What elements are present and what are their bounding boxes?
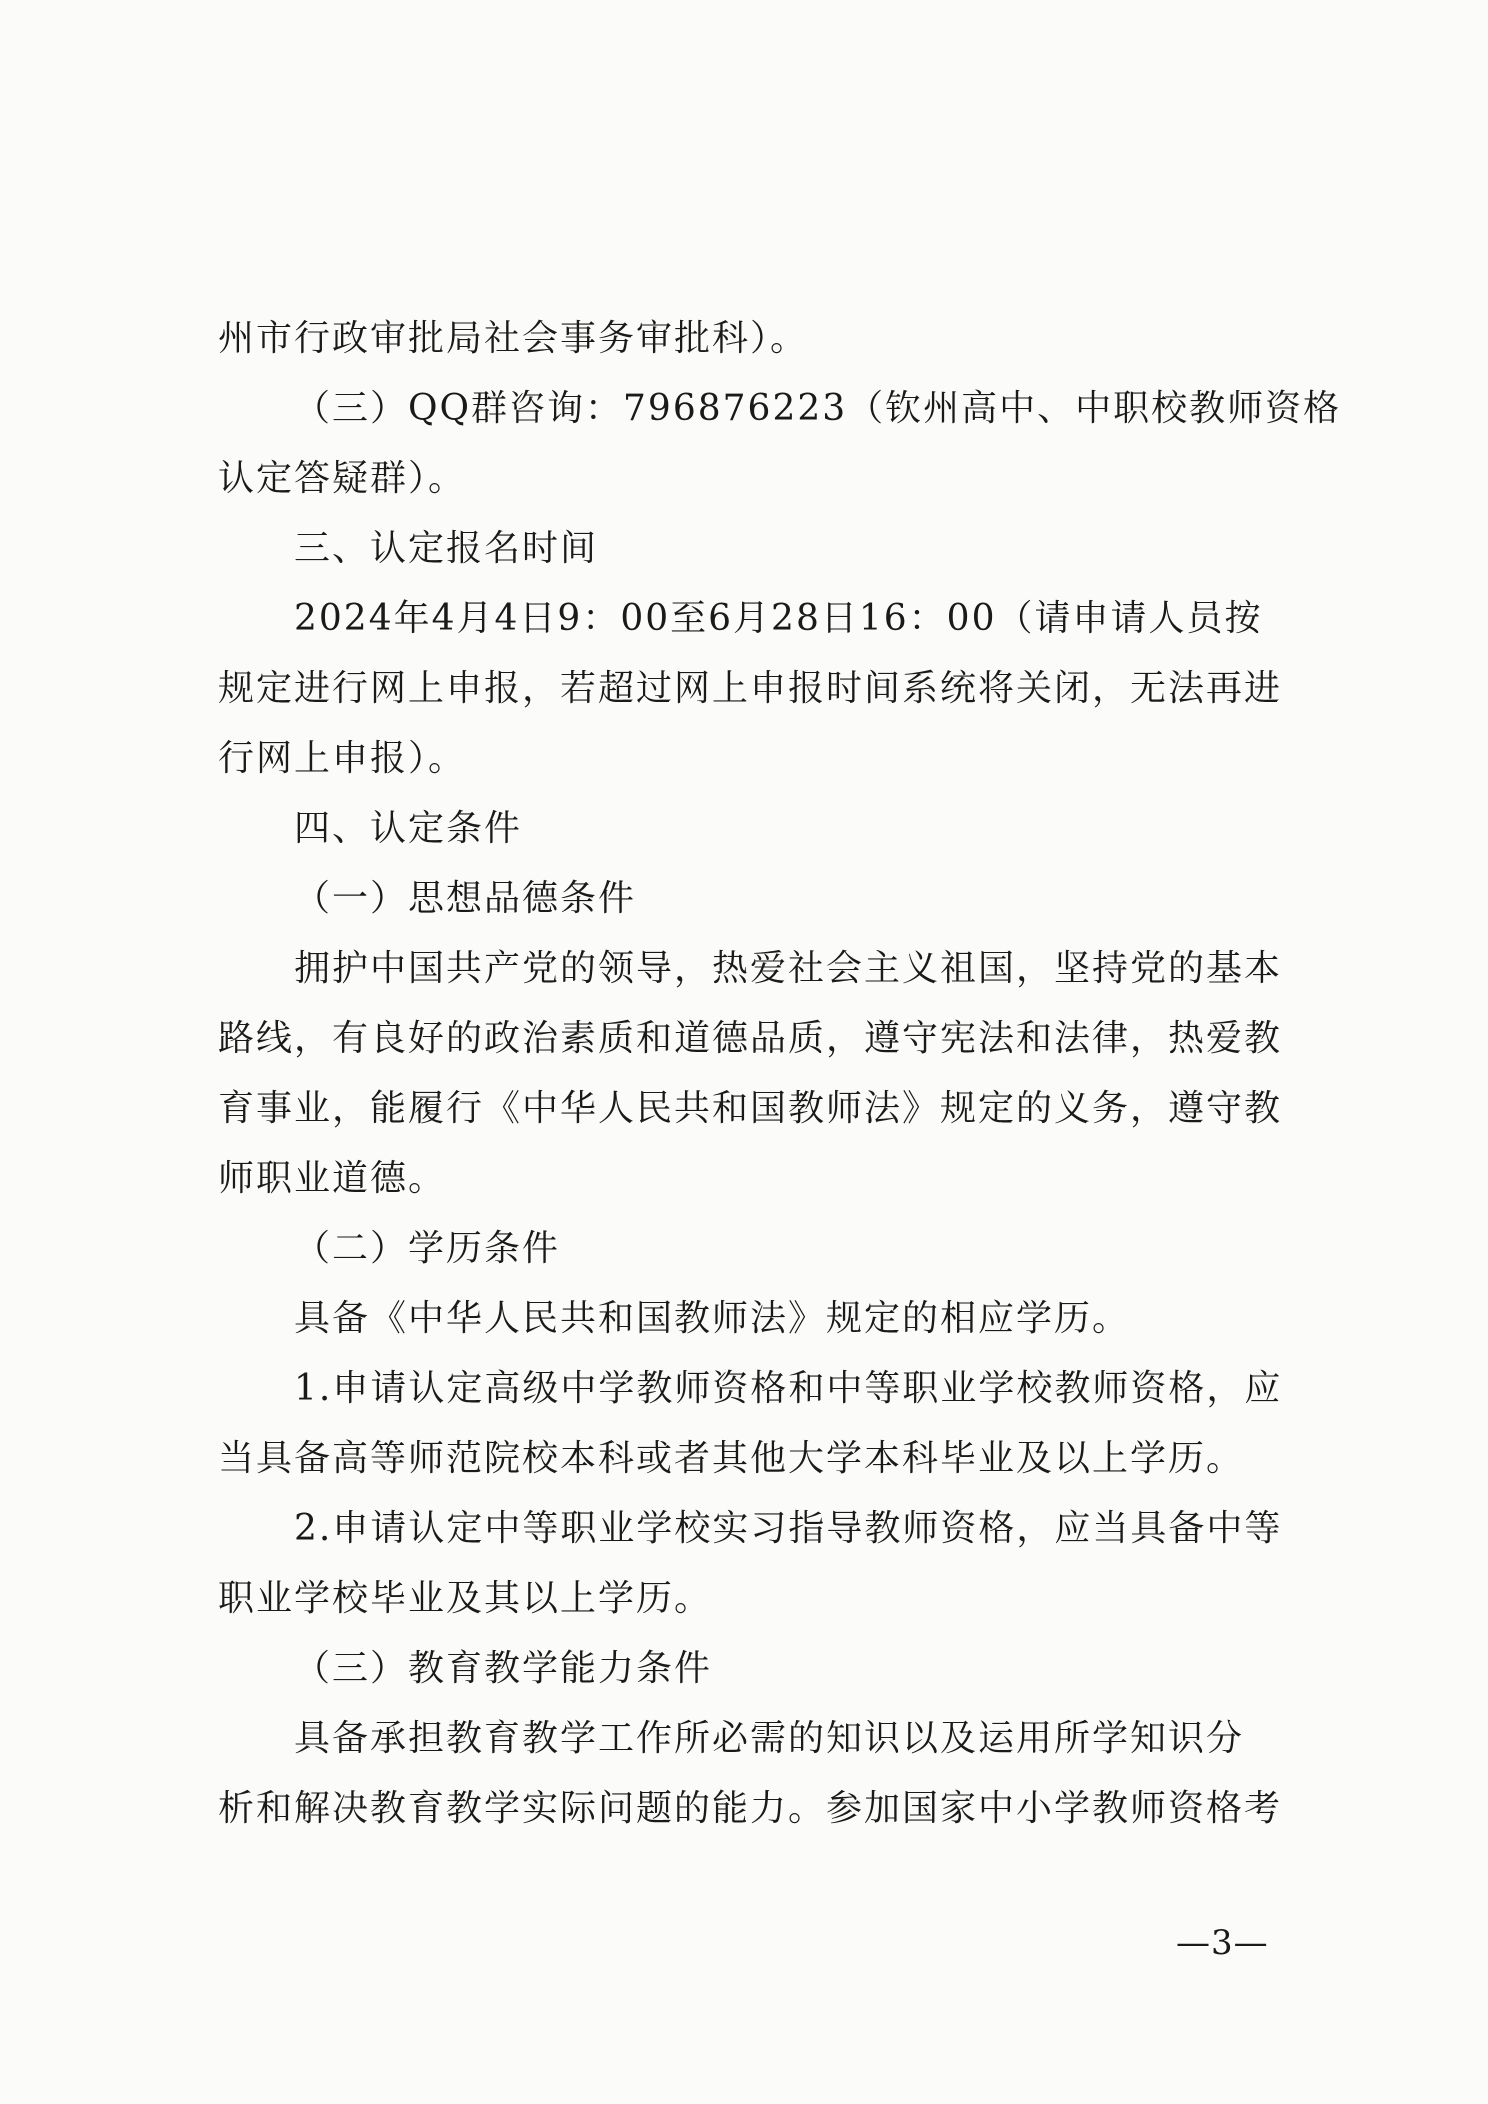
text-line: 职业学校毕业及其以上学历。: [218, 1578, 713, 1619]
section-heading: 四、认定条件: [294, 808, 523, 849]
section-heading: 三、认定报名时间: [294, 528, 599, 569]
text-line: 师职业道德。: [218, 1158, 447, 1199]
page-number: —3—: [1176, 1923, 1269, 1963]
subsection-heading: （三）教育教学能力条件: [294, 1648, 713, 1689]
text-line: 1.申请认定高级中学教师资格和中等职业学校教师资格，应: [294, 1368, 1283, 1409]
text-line: 当具备高等师范院校本科或者其他大学本科毕业及以上学历。: [218, 1438, 1245, 1479]
text-line: 认定答疑群）。: [218, 458, 467, 499]
text-line: 具备承担教育教学工作所必需的知识以及运用所学知识分: [294, 1718, 1245, 1759]
text-line: 2024年4月4日9：00至6月28日16：00（请申请人员按: [294, 598, 1263, 639]
text-line: 规定进行网上申报，若超过网上申报时间系统将关闭，无法再进: [218, 668, 1283, 709]
subsection-heading: （二）学历条件: [294, 1228, 561, 1269]
subsection-heading: （一）思想品德条件: [294, 878, 637, 919]
text-line: 路线，有良好的政治素质和道德品质，遵守宪法和法律，热爱教: [218, 1018, 1283, 1059]
text-line: 析和解决教育教学实际问题的能力。参加国家中小学教师资格考: [218, 1788, 1283, 1829]
text-line: 拥护中国共产党的领导，热爱社会主义祖国，坚持党的基本: [294, 948, 1283, 989]
body-text: [218, 304, 1342, 1844]
text-line: 行网上申报）。: [218, 738, 467, 779]
text-line: 州市行政审批局社会事务审批科）。: [218, 318, 809, 359]
text-line: 具备《中华人民共和国教师法》规定的相应学历。: [294, 1298, 1131, 1339]
text-line: （三）QQ群咨询：796876223（钦州高中、中职校教师资格: [294, 388, 1342, 429]
text-line: 育事业，能履行《中华人民共和国教师法》规定的义务，遵守教: [218, 1088, 1283, 1129]
text-line: 2.申请认定中等职业学校实习指导教师资格，应当具备中等: [294, 1508, 1283, 1549]
